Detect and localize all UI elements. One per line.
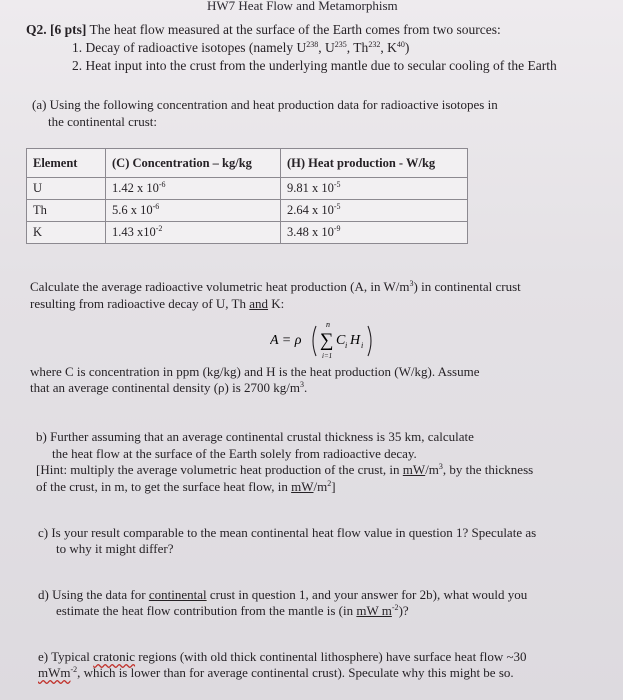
table-cell-heat: 2.64 x $10^{-5}$ (281, 200, 468, 222)
table-cell-heat: 3.48 x $10^{-9}$ (281, 222, 468, 244)
part-e-line2: mWm$^{-2}$, which is lower than for average continental crust). Speculate why this might be so. (38, 665, 514, 680)
formula-sub-h: i (361, 341, 364, 350)
part-b-line2: the heat flow at the surface of the Earth solely from radioactive decay. (52, 446, 417, 461)
formula-left-paren (313, 326, 316, 356)
where-line1: where C is concentration in ppm (kg/kg) and H is the heat production (W/kg). Assume (30, 364, 480, 379)
calc-instruction-line1: Calculate the average radioactive volumetric heat production (A, in $W/m^3$) in continental crust (30, 279, 521, 294)
table-cell-concentration: 1.42 x $10^{-6}$ (106, 178, 281, 200)
table-row (27, 200, 468, 222)
question-q2-intro (26, 22, 501, 37)
part-b-line1: b) Further assuming that an average continental crustal thickness is 35 km, calculate (36, 429, 474, 444)
formula-lhs: A = ρ (270, 333, 302, 348)
where-line2: that an average continental density (ρ) is 2700 $kg/m^3$. (30, 380, 308, 395)
table-header-cell: (H) Heat production - W/kg (281, 149, 468, 178)
part-a-line2: the continental crust: (48, 114, 158, 129)
formula-sum-sign: ∑ (320, 330, 334, 351)
table-cell-element: K (27, 222, 106, 244)
source-2: 2. Heat input into the crust from the underlying mantle due to secular cooling of the Earth (72, 58, 557, 73)
table-cell-element: U (27, 178, 106, 200)
formula-sub-c: i (345, 341, 348, 350)
part-d-line2: estimate the heat flow contribution from the mantle is (in mW $m^{-2}$)? (56, 603, 409, 618)
isotope-data-table (26, 148, 468, 244)
formula-term-h: H (350, 333, 361, 348)
part-b-line4: of the crust, in m, to get the surface heat flow, in $mW/m^2$] (36, 479, 336, 494)
formula-sum-top: n (326, 320, 330, 329)
heat-production-formula (270, 318, 390, 364)
calc-instruction-line2: resulting from radioactive decay of U, Th and K: (30, 296, 285, 311)
part-c-line1: c) Is your result comparable to the mean continental heat flow value in question 1? Speculate as (38, 525, 537, 540)
part-b-line3: [Hint: multiply the average volumetric heat production of the crust, in $mW/m^3$, by the thickness (36, 462, 534, 477)
question-label: Q2. [6 pts] (26, 22, 87, 37)
formula-right-paren (368, 326, 371, 356)
table-cell-heat: 9.81 x $10^{-5}$ (281, 178, 468, 200)
source-1: 1. Decay of radioactive isotopes (namely $U^{238}$, $U^{235}$, Th$^{232}$, $K^{40}$) (72, 40, 410, 55)
table-row (27, 178, 468, 200)
table-cell-concentration: 5.6 x $10^{-6}$ (106, 200, 281, 222)
document-header: HW7 Heat Flow and Metamorphism (207, 0, 398, 13)
part-e-line1: e) Typical cratonic regions (with old thick continental lithosphere) have surface heat flow ~30 (38, 649, 527, 664)
table-header-cell: Element (27, 149, 106, 178)
part-a-line1: (a) Using the following concentration and heat production data for radioactive isotopes in (32, 97, 498, 112)
table-cell-concentration: 1.43 $x10^{-2}$ (106, 222, 281, 244)
table-header-cell: (C) Concentration – kg/kg (106, 149, 281, 178)
part-d-line1: d) Using the data for continental crust in question 1, and your answer for 2b), what would you (38, 587, 528, 602)
part-c-line2: to why it might differ? (56, 541, 174, 556)
table-cell-element: Th (27, 200, 106, 222)
table-header-row (27, 149, 468, 178)
source-1-text: 1. Decay of radioactive isotopes (namely U (72, 40, 307, 55)
question-intro-text: The heat flow measured at the surface of the Earth comes from two sources: (89, 22, 501, 37)
formula-sum-bottom: i=1 (322, 352, 333, 360)
formula-term-c: C (336, 333, 346, 348)
table-row (27, 222, 468, 244)
